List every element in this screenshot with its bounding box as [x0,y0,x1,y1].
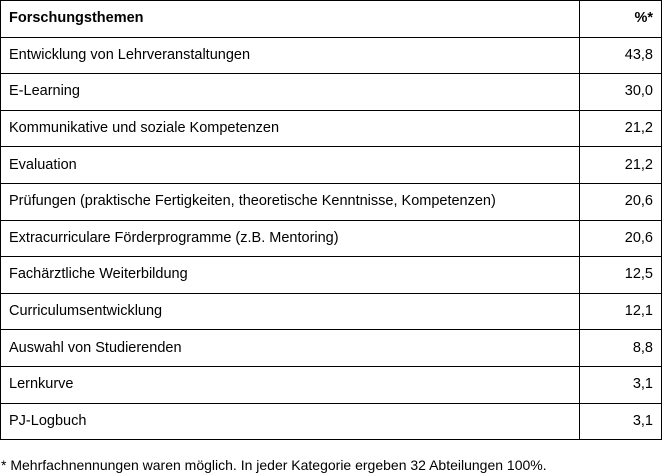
percent-cell: 12,1 [580,293,662,330]
topic-cell: Prüfungen (praktische Fertigkeiten, theoretische Kenntnisse, Kompetenzen) [1,183,580,220]
topic-cell: E-Learning [1,74,580,111]
percent-cell: 30,0 [580,74,662,111]
topic-cell: Extracurriculare Förderprogramme (z.B. Mentoring) [1,220,580,257]
table-row [1,183,662,220]
table-footnote: * Mehrfachnennungen waren möglich. In jeder Kategorie ergeben 32 Abteilungen 100%. [1,457,547,473]
topic-cell: Kommunikative und soziale Kompetenzen [1,110,580,147]
percent-cell: 20,6 [580,183,662,220]
percent-cell: 8,8 [580,330,662,367]
percent-cell: 21,2 [580,110,662,147]
table-row [1,74,662,111]
percent-cell: 3,1 [580,366,662,403]
topic-cell: PJ-Logbuch [1,403,580,440]
table-row [1,37,662,74]
percent-cell: 3,1 [580,403,662,440]
percent-cell: 20,6 [580,220,662,257]
table-header-row [1,1,662,38]
topic-cell: Entwicklung von Lehrveranstaltungen [1,37,580,74]
topic-cell: Auswahl von Studierenden [1,330,580,367]
topic-cell: Curriculumsentwicklung [1,293,580,330]
column-header-percent: %* [580,1,662,38]
table-row [1,257,662,294]
table-row [1,220,662,257]
table-row [1,293,662,330]
percent-cell: 43,8 [580,37,662,74]
percent-cell: 12,5 [580,257,662,294]
topic-cell: Evaluation [1,147,580,184]
topic-cell: Fachärztliche Weiterbildung [1,257,580,294]
topic-cell: Lernkurve [1,366,580,403]
column-header-topic: Forschungsthemen [1,1,580,38]
percent-cell: 21,2 [580,147,662,184]
table-row [1,403,662,440]
table-row [1,147,662,184]
table-row [1,366,662,403]
table-row [1,110,662,147]
table-row [1,330,662,367]
